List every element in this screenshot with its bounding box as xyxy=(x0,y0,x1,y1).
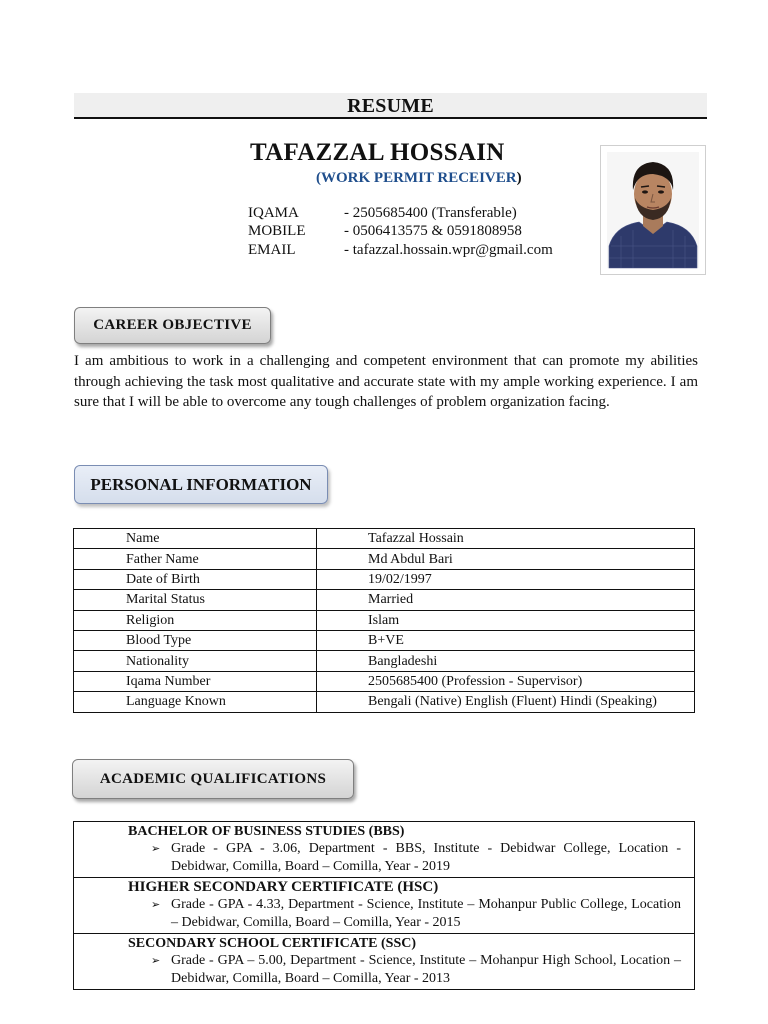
contact-value: - 0506413575 & 0591808958 xyxy=(344,223,522,239)
academic-detail-line xyxy=(74,952,694,989)
table-row xyxy=(74,630,695,650)
academic-table xyxy=(73,821,695,990)
academic-detail-line xyxy=(74,840,694,877)
academic-detail: Grade - GPA - 4.33, Department - Science, Institute – Mohanpur Public College, Location – Debidwar, Comilla, Board – Comilla, Year - 2015 xyxy=(171,897,681,930)
table-row xyxy=(74,692,695,712)
arrow-bullet-icon: ➢ xyxy=(151,954,161,967)
arrow-bullet-icon: ➢ xyxy=(151,898,161,911)
personal-information-heading: PERSONAL INFORMATION xyxy=(74,465,328,504)
personal-info-table xyxy=(73,528,695,713)
candidate-name: TAFAZZAL HOSSAIN xyxy=(250,139,505,166)
personal-key: Father Name xyxy=(74,549,317,569)
personal-value: Bangladeshi xyxy=(317,651,695,671)
personal-value: Bengali (Native) English (Fluent) Hindi (Speaking) xyxy=(317,692,695,712)
academic-degree-title: SECONDARY SCHOOL CERTIFICATE (SSC) xyxy=(128,936,417,951)
personal-value: Married xyxy=(317,590,695,610)
personal-key: Language Known xyxy=(74,692,317,712)
job-subtitle xyxy=(316,170,522,187)
table-row xyxy=(74,671,695,691)
academic-detail: Grade - GPA – 5.00, Department - Science, Institute – Mohanpur High School, Location – Debidwar, Comilla, Board – Comilla, Year - 2013 xyxy=(171,953,681,986)
personal-key: Nationality xyxy=(74,651,317,671)
academic-degree-title: BACHELOR OF BUSINESS STUDIES (BBS) xyxy=(128,824,405,839)
contact-label: IQAMA xyxy=(248,205,299,221)
personal-value: B+VE xyxy=(317,630,695,650)
academic-cell xyxy=(74,878,695,934)
profile-photo-image xyxy=(601,146,705,274)
table-row xyxy=(74,610,695,630)
personal-key: Marital Status xyxy=(74,590,317,610)
academic-detail: Grade - GPA - 3.06, Department - BBS, Institute - Debidwar College, Location - Debidwar, Comilla, Board – Comilla, Year - 2019 xyxy=(171,841,681,874)
career-objective-heading: CAREER OBJECTIVE xyxy=(74,307,271,344)
career-objective-text: I am ambitious to work in a challenging and competent environment that can promote my abilities through achieving the task most qualitative and accurate state with my ample working experience. I am sure that I will be able to overcome any tough challenges of problem organization facing. xyxy=(74,353,698,410)
personal-value: 2505685400 (Profession - Supervisor) xyxy=(317,671,695,691)
table-row xyxy=(74,651,695,671)
personal-value: Islam xyxy=(317,610,695,630)
arrow-bullet-icon: ➢ xyxy=(151,842,161,855)
personal-key: Blood Type xyxy=(74,630,317,650)
table-row xyxy=(74,822,695,878)
contact-value: - 2505685400 (Transferable) xyxy=(344,205,517,221)
personal-value: 19/02/1997 xyxy=(317,569,695,589)
table-row xyxy=(74,569,695,589)
academic-detail-line xyxy=(74,896,694,933)
contact-label: EMAIL xyxy=(248,242,296,258)
table-row xyxy=(74,934,695,990)
personal-key: Religion xyxy=(74,610,317,630)
personal-value: Md Abdul Bari xyxy=(317,549,695,569)
resume-title-bar xyxy=(74,93,707,119)
academic-degree-title: HIGHER SECONDARY CERTIFICATE (HSC) xyxy=(128,879,439,895)
academic-qualifications-heading: ACADEMIC QUALIFICATIONS xyxy=(72,759,354,799)
personal-key: Date of Birth xyxy=(74,569,317,589)
personal-value: Tafazzal Hossain xyxy=(317,529,695,549)
academic-cell xyxy=(74,822,695,878)
contact-value: - tafazzal.hossain.wpr@gmail.com xyxy=(344,242,553,258)
profile-photo xyxy=(600,145,706,275)
resume-title: RESUME xyxy=(347,95,434,117)
academic-cell xyxy=(74,934,695,990)
table-row xyxy=(74,549,695,569)
personal-key: Iqama Number xyxy=(74,671,317,691)
personal-key: Name xyxy=(74,529,317,549)
table-row xyxy=(74,529,695,549)
job-subtitle-close: ) xyxy=(516,170,522,186)
table-row xyxy=(74,590,695,610)
job-subtitle-text: (WORK PERMIT RECEIVER xyxy=(316,170,517,186)
contact-label: MOBILE xyxy=(248,223,306,239)
table-row xyxy=(74,878,695,934)
